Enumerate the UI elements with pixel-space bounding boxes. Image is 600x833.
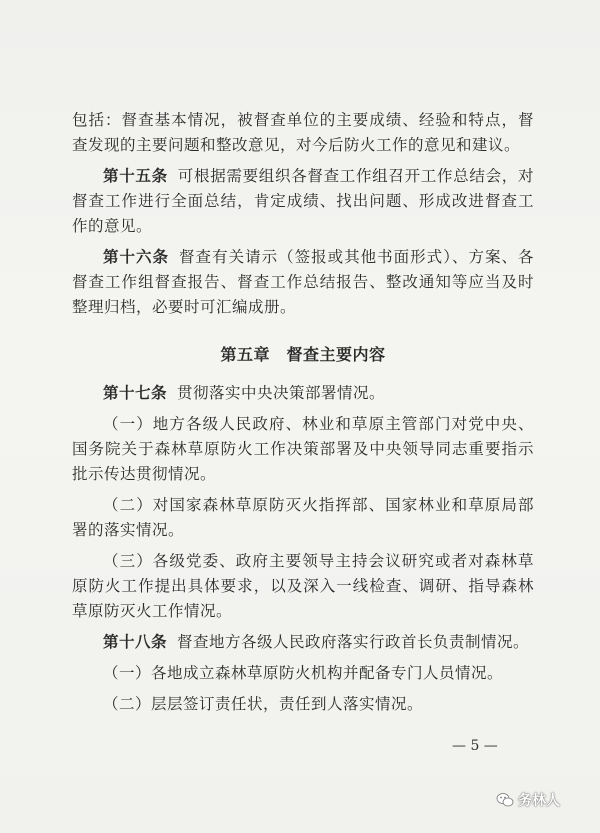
article-16 <box>72 245 534 320</box>
article-18-item-2: （二）层层签订责任状，责任到人落实情况。 <box>103 695 424 713</box>
article-18-label: 第十八条 <box>103 633 168 651</box>
article-17-label: 第十七条 <box>103 384 168 402</box>
article-16-text: 督查有关请示（签报或其他书面形式）、方案、各督查工作组督查报告、督查工作总结报告、整改通知等应当及时整理归档，必要时可汇编成册。 <box>72 248 534 316</box>
wechat-icon <box>496 792 514 808</box>
article-17-item-2: （二）对国家森林草原防灭火指挥部、国家林业和草原局部署的落实情况。 <box>72 496 534 539</box>
article-18-text: 督查地方各级人民政府落实行政首长负责制情况。 <box>177 633 530 651</box>
watermark <box>496 790 560 810</box>
chapter-title: 第五章 督查主要内容 <box>220 345 386 364</box>
intro-paragraph: 包括：督查基本情况，被督查单位的主要成绩、经验和特点，督查发现的主要问题和整改意见，对今后防火工作的意见和建议。 <box>72 111 534 154</box>
article-15-text: 可根据需要组织各督查工作组召开工作总结会，对督查工作进行全面总结，肯定成绩、找出问题、形成改进督查工作的意见。 <box>72 167 534 235</box>
article-16-label: 第十六条 <box>103 248 170 266</box>
article-17-item-1: （一）地方各级人民政府、林业和草原主管部门对党中央、国务院关于森林草原防火工作决策部署及中央领导同志重要指示批示传达贯彻情况。 <box>72 415 534 483</box>
document-body <box>72 108 534 723</box>
article-18-item-1: （一）各地成立森林草原防火机构并配备专门人员情况。 <box>103 664 504 682</box>
article-17 <box>72 381 534 406</box>
article-15-label: 第十五条 <box>103 167 168 185</box>
watermark-text: 务林人 <box>518 793 560 809</box>
article-18 <box>72 630 534 655</box>
article-17-text: 贯彻落实中央决策部署情况。 <box>177 384 386 402</box>
article-17-item-3: （三）各级党委、政府主要领导主持会议研究或者对森林草原防火工作提出具体要求，以及深入一线检查、调研、指导森林草原防灭火工作情况。 <box>72 552 534 620</box>
page-number: — 5 — <box>452 738 498 754</box>
article-15 <box>72 164 534 239</box>
